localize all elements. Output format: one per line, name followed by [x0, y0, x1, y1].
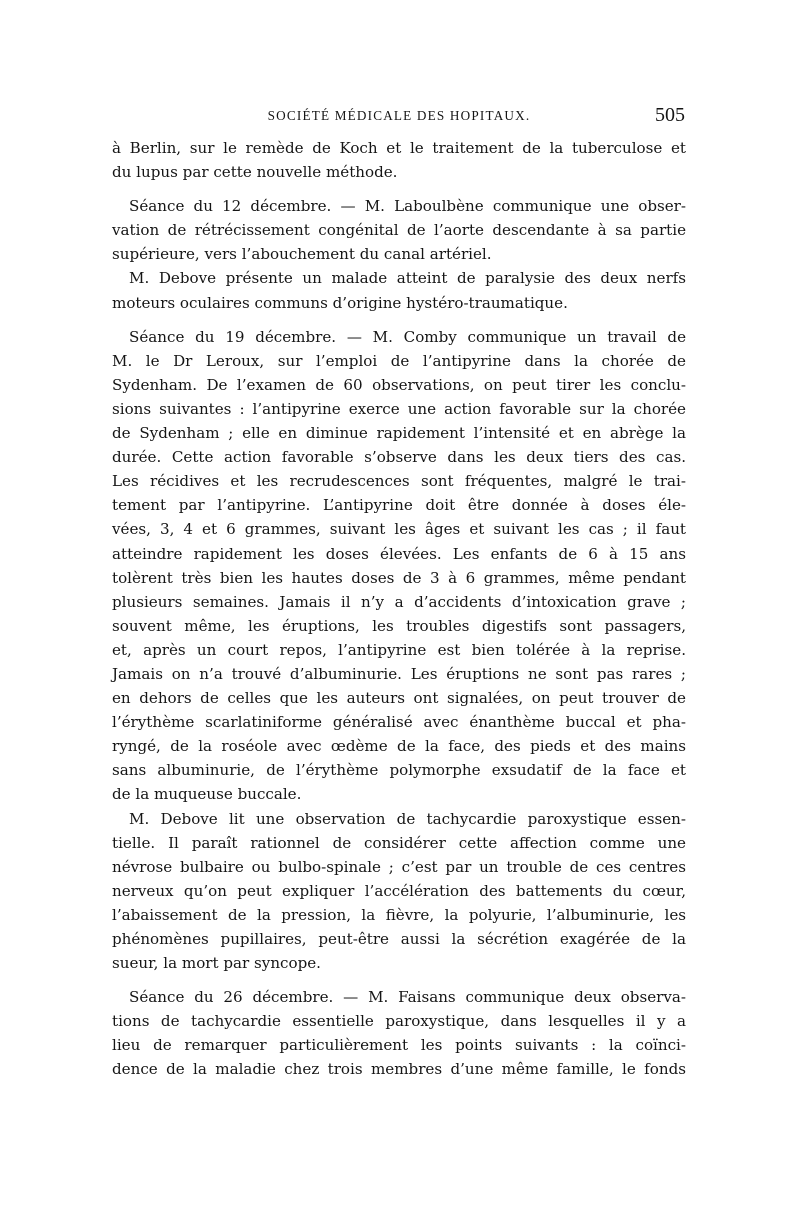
text-line: moteurs oculaires communs d’origine hystéro-traumatique.: [112, 293, 568, 312]
text-line: sions suivantes : l’antipyrine exerce une action favorable sur la chorée: [112, 399, 686, 418]
text-line: atteindre rapidement les doses élevées. Les enfants de 6 à 15 ans: [112, 544, 686, 563]
text-line: tions de tachycardie essentielle paroxystique, dans lesquelles il y a: [112, 1012, 686, 1031]
text-line: Les récidives et les recrudescences sont fréquentes, malgré le trai-: [112, 472, 686, 491]
text-line: durée. Cette action favorable s’observe dans les deux tiers des cas.: [112, 448, 686, 467]
text-line: du lupus par cette nouvelle méthode.: [112, 163, 398, 182]
text-line: nerveux qu’on peut expliquer l’accélération des battements du cœur,: [112, 881, 686, 900]
text-line: tielle. Il paraît rationnel de considérer cette affection comme une: [112, 833, 686, 852]
text-line: ryngé, de la roséole avec œdème de la face, des pieds et des mains: [112, 737, 686, 756]
text-line: tement par l’antipyrine. L’antipyrine doit être donnée à doses éle-: [112, 496, 686, 515]
text-line: en dehors de celles que les auteurs ont signalées, on peut trouver de: [112, 689, 686, 708]
text-line: l’abaissement de la pression, la fièvre, la polyurie, l’albuminurie, les: [112, 905, 686, 924]
text-line: M. le Dr Leroux, sur l’emploi de l’antipyrine dans la chorée de: [112, 351, 686, 370]
text-line: Jamais on n’a trouvé d’albuminurie. Les éruptions ne sont pas rares ;: [112, 664, 686, 683]
text-line: sueur, la mort par syncope.: [112, 954, 321, 973]
text-line: M. Debove présente un malade atteint de paralysie des deux nerfs: [129, 269, 686, 288]
text-line: vées, 3, 4 et 6 grammes, suivant les âges et suivant les cas ; il faut: [112, 520, 686, 539]
text-line: à Berlin, sur le remède de Koch et le traitement de la tuberculose et: [112, 139, 686, 157]
text-line: souvent même, les éruptions, les troubles digestifs sont passagers,: [112, 616, 686, 635]
text-line: de la muqueuse buccale.: [112, 785, 302, 804]
text-line: Séance du 19 décembre. — M. Comby communique un travail de: [129, 327, 686, 346]
running-head: [113, 103, 685, 129]
text-line: plusieurs semaines. Jamais il n’y a d’accidents d’intoxication grave ;: [112, 592, 686, 611]
text-line: névrose bulbaire ou bulbo-spinale ; c’est par un trouble de ces centres: [112, 857, 686, 876]
text-line: dence de la maladie chez trois membres d’une même famille, le fonds: [112, 1060, 686, 1079]
text-line: sans albuminurie, de l’érythème polymorphe exsudatif de la face et: [112, 761, 686, 780]
body-text: [112, 136, 686, 1082]
text-line: M. Debove lit une observation de tachycardie paroxystique essen-: [129, 809, 686, 828]
text-line: tolèrent très bien les hautes doses de 3 à 6 grammes, même pendant: [112, 568, 686, 587]
text-line: et, après un court repos, l’antipyrine est bien tolérée à la reprise.: [112, 640, 686, 659]
page-number: 505: [655, 104, 685, 126]
text-line: phénomènes pupillaires, peut-être aussi la sécrétion exagérée de la: [112, 930, 686, 948]
running-title: SOCIÉTÉ MÉDICALE DES HOPITAUX.: [267, 108, 531, 123]
text-line: Séance du 12 décembre. — M. Laboulbène communique une obser-: [129, 197, 686, 216]
text-line: supérieure, vers l’abouchement du canal artériel.: [112, 245, 492, 264]
text-line: vation de rétrécissement congénital de l’aorte descendante à sa partie: [112, 221, 686, 240]
text-line: Sydenham. De l’examen de 60 observations, on peut tirer les conclu-: [112, 375, 686, 394]
text-line: lieu de remarquer particulièrement les points suivants : la coïnci-: [112, 1036, 686, 1055]
text-line: Séance du 26 décembre. — M. Faisans communique deux observa-: [129, 988, 686, 1007]
text-line: de Sydenham ; elle en diminue rapidement l’intensité et en abrège la: [112, 424, 686, 443]
text-line: l’érythème scarlatiniforme généralisé avec énanthème buccal et pha-: [112, 713, 686, 732]
